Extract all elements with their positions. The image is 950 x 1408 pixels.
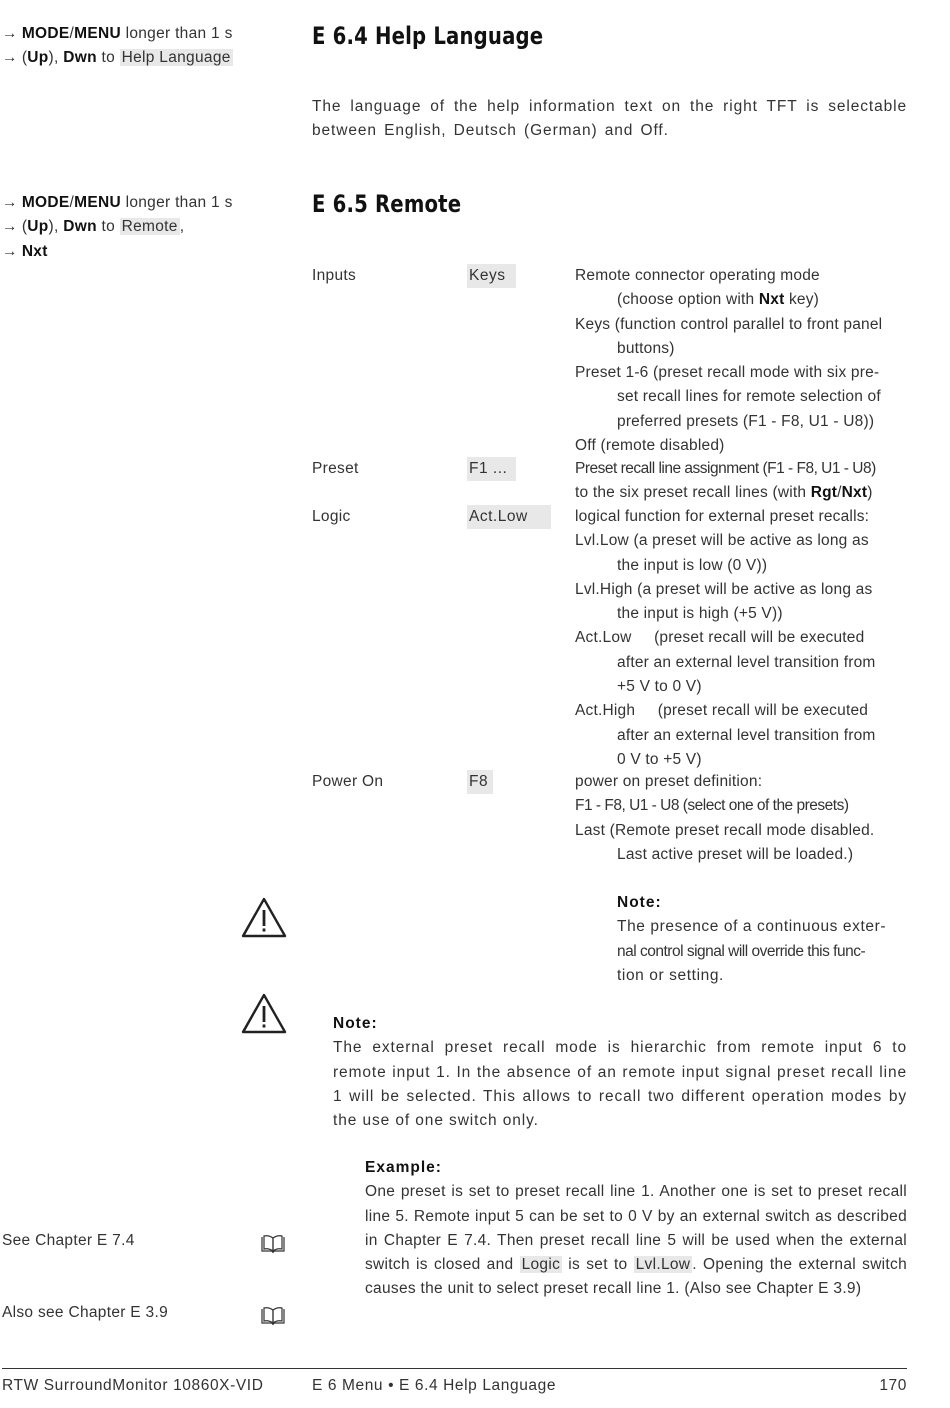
paren: (	[21, 218, 28, 236]
help-language-description: The language of the help information text on the right TFT is selectable between English, Deutsch (German) and Off.	[312, 98, 907, 140]
param-value-preset	[467, 457, 516, 481]
slash: /	[69, 25, 75, 42]
desc-line: Preset 1-6 (preset recall mode with six pre-	[575, 364, 880, 382]
value-f8: F8	[467, 770, 493, 794]
arrow-icon: →	[2, 49, 18, 67]
param-desc-logic	[575, 505, 907, 772]
footer-bullet: •	[388, 1377, 395, 1394]
param-label-logic: Logic	[312, 508, 351, 525]
footer-divider	[2, 1368, 907, 1369]
desc-line: Remote connector operating mode	[575, 267, 820, 284]
paren: ),	[48, 49, 59, 67]
paren: )	[867, 484, 873, 502]
instruction-text: longer than 1 s	[125, 194, 233, 211]
desc-line: Last active preset will be loaded.)	[617, 845, 854, 863]
param-label-inputs: Inputs	[312, 267, 357, 284]
slash: /	[69, 194, 75, 211]
param-value-logic	[467, 505, 551, 529]
desc-line: power on preset definition:	[575, 773, 763, 790]
desc-line: after an external level transition from	[617, 653, 876, 671]
key-nxt: Nxt	[21, 242, 48, 260]
key-nxt: Nxt	[758, 291, 785, 309]
key-up: Up	[27, 49, 49, 67]
example-text: is set to	[562, 1256, 634, 1274]
note-line: nal control signal will override this func-	[617, 942, 866, 960]
example-text: One preset is set to preset recall line 1. Another one is set to preset recall line 5. Remote input 5 can be set to 0 V by an external switch as described in Chapter E 7.4. Then preset recall line 5 will be used when the external switch is closed and	[365, 1183, 907, 1274]
example-block	[365, 1156, 907, 1302]
comma: ,	[179, 218, 185, 236]
desc-line: F1 - F8, U1 - U8 (select one of the presets)	[575, 797, 849, 815]
page-number: 170	[879, 1377, 907, 1394]
param-label-preset: Preset	[312, 460, 359, 477]
note-body: The external preset recall mode is hierarchic from remote input 6 to remote input 1. In the absence of an remote input signal preset recall line 1 will be selected. This allows to recall two different operation modes by the use of one switch only.	[333, 1039, 907, 1130]
note-title: Note:	[617, 894, 662, 911]
instruction-line	[2, 215, 277, 239]
arrow-icon: →	[2, 218, 18, 236]
key-nxt: Nxt	[841, 484, 868, 502]
param-value-inputs	[467, 264, 516, 288]
desc-text: to the six preset recall lines (with	[575, 484, 811, 502]
paren: ),	[48, 218, 59, 236]
menu-item-lvl-low: Lvl.Low	[635, 1256, 691, 1274]
menu-item-remote: Remote	[121, 218, 178, 236]
instruction-line	[2, 240, 277, 264]
slash: /	[837, 484, 842, 502]
heading-help-language: E 6.4 Help Language	[312, 22, 544, 50]
desc-line: Lvl.High (a preset will be active as long as	[575, 580, 873, 598]
example-text: . Opening the external switch causes the unit to select preset recall line 1. (Also see Chapter E 3.9)	[365, 1256, 908, 1298]
key-menu: MENU	[74, 25, 121, 42]
desc-line: Last (Remote preset recall mode disabled.	[575, 821, 875, 839]
desc-line: Preset recall line assignment (F1 - F8, U1 - U8)	[575, 460, 876, 477]
note-title: Note:	[333, 1015, 378, 1032]
instruction-line	[2, 191, 277, 215]
desc-line: Lvl.Low (a preset will be active as long as	[575, 532, 869, 550]
instruction-text: longer than 1 s	[125, 25, 233, 42]
desc-line: Off (remote disabled)	[575, 437, 725, 455]
key-mode: MODE	[21, 25, 70, 42]
desc-line: preferred presets (F1 - F8, U1 - U8))	[617, 412, 875, 430]
paren: (	[21, 49, 28, 67]
key-dwn: Dwn	[63, 218, 97, 236]
sidebar-instructions-help-language	[2, 22, 277, 71]
desc-line: Keys (function control parallel to front panel	[575, 315, 883, 333]
heading-remote: E 6.5 Remote	[312, 190, 462, 218]
menu-item-logic: Logic	[521, 1256, 561, 1274]
desc-text: key)	[784, 291, 820, 309]
key-up: Up	[27, 218, 49, 236]
value-act-low: Act.Low	[467, 505, 551, 529]
param-value-power-on	[467, 770, 493, 794]
desc-line: 0 V to +5 V)	[617, 750, 702, 768]
desc-line: logical function for external preset recalls:	[575, 508, 870, 525]
instruction-line	[2, 46, 277, 70]
desc-line: Act.Low (preset recall will be executed	[575, 629, 865, 647]
desc-line: the input is low (0 V))	[617, 556, 768, 574]
instruction-text: to	[101, 218, 115, 236]
key-menu: MENU	[74, 194, 121, 211]
desc-text: (choose option with	[617, 291, 759, 309]
arrow-icon: →	[2, 25, 18, 42]
value-keys: Keys	[467, 264, 516, 288]
desc-line	[575, 288, 907, 312]
note-hierarchic-mode	[333, 1012, 907, 1133]
value-f1: F1 ...	[467, 457, 516, 481]
param-desc-inputs	[575, 264, 907, 458]
key-dwn: Dwn	[63, 49, 97, 67]
desc-line	[575, 481, 907, 505]
book-icon	[260, 1234, 286, 1254]
arrow-icon: →	[2, 194, 18, 211]
desc-line: buttons)	[617, 339, 675, 357]
param-label-power-on: Power On	[312, 773, 384, 790]
menu-item-help-language: Help Language	[121, 49, 231, 67]
note-continuous-signal	[617, 891, 907, 988]
footer-product: RTW SurroundMonitor 10860X-VID	[2, 1377, 264, 1394]
desc-line: the input is high (+5 V))	[617, 605, 783, 623]
note-line: tion or setting.	[617, 966, 724, 984]
footer-chapter	[312, 1376, 556, 1396]
footer-section-text: E 6.4 Help Language	[399, 1377, 557, 1394]
sidebar-instructions-remote	[2, 191, 277, 264]
arrow-icon: →	[2, 242, 18, 260]
desc-line: after an external level transition from	[617, 726, 876, 744]
warning-triangle-icon	[241, 897, 287, 939]
key-rgt: Rgt	[810, 484, 838, 502]
desc-line: Act.High (preset recall will be executed	[575, 702, 869, 720]
footer-chapter-text: E 6 Menu	[312, 1377, 384, 1394]
warning-triangle-icon	[241, 993, 287, 1035]
example-title: Example:	[365, 1159, 442, 1176]
instruction-text: to	[101, 49, 115, 67]
desc-line: set recall lines for remote selection of	[617, 388, 881, 406]
key-mode: MODE	[21, 194, 70, 211]
param-desc-power-on	[575, 770, 907, 867]
desc-line: +5 V to 0 V)	[617, 678, 702, 696]
instruction-line	[2, 22, 277, 46]
example-body	[365, 1180, 907, 1301]
chapter-reference-e74: See Chapter E 7.4	[2, 1232, 135, 1249]
book-icon	[260, 1306, 286, 1326]
param-desc-preset	[575, 457, 907, 506]
note-line: The presence of a continuous exter-	[617, 918, 887, 936]
chapter-reference-e39: Also see Chapter E 3.9	[2, 1304, 168, 1321]
